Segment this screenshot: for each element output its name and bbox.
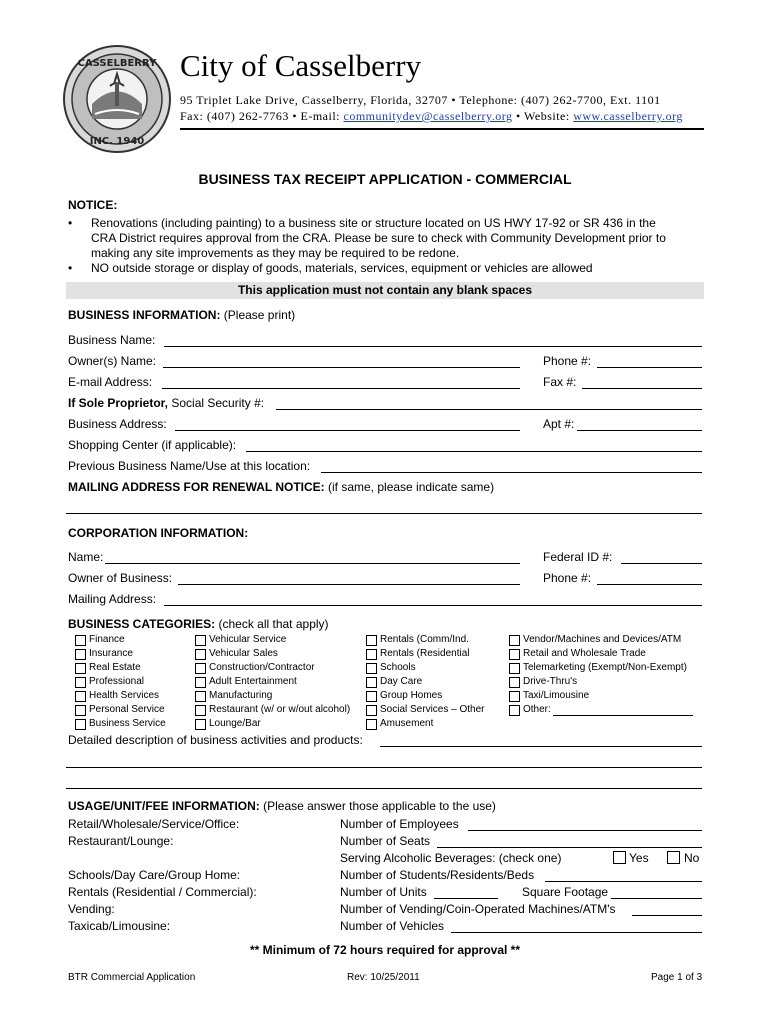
- category-label: Construction/Contractor: [209, 662, 315, 673]
- category-label: Amusement: [380, 718, 434, 729]
- corp-mailing-field[interactable]: [164, 605, 702, 606]
- category-label: Vehicular Sales: [209, 648, 278, 659]
- category-checkbox[interactable]: [195, 649, 206, 660]
- usage-left-taxicab: Taxicab/Limousine:: [68, 919, 171, 933]
- units-label: Number of Units: [340, 885, 427, 899]
- corp-owner-field[interactable]: [178, 584, 520, 585]
- alcohol-yes-checkbox[interactable]: [613, 851, 626, 864]
- students-label: Number of Students/Residents/Beds: [340, 868, 535, 882]
- category-label: Finance: [89, 634, 125, 645]
- category-label: Restaurant (w/ or w/out alcohol): [209, 704, 351, 715]
- category-label: Professional: [89, 676, 145, 687]
- alcohol-yes-label: Yes: [629, 851, 649, 865]
- category-label: Rentals (Comm/Ind.: [380, 634, 469, 645]
- corp-name-field[interactable]: [105, 563, 520, 564]
- detailed-description-label: Detailed description of business activities and products:: [68, 733, 363, 747]
- category-label: Health Services: [89, 690, 160, 701]
- usage-left-restaurant: Restaurant/Lounge:: [68, 834, 174, 848]
- category-label: Personal Service: [89, 704, 165, 715]
- business-address-label: Business Address:: [68, 417, 167, 431]
- shopping-center-field[interactable]: [246, 451, 702, 452]
- business-address-field[interactable]: [175, 430, 520, 431]
- federal-id-field[interactable]: [621, 563, 702, 564]
- svg-text:CASSELBERRY: CASSELBERRY: [77, 58, 157, 69]
- usage-left-vending: Vending:: [68, 902, 115, 916]
- mailing-address-field[interactable]: [66, 513, 702, 514]
- category-checkbox[interactable]: [75, 649, 86, 660]
- category-checkbox[interactable]: [509, 663, 520, 674]
- category-label: Real Estate: [89, 662, 141, 673]
- category-label: Business Service: [89, 718, 166, 729]
- email-field[interactable]: [162, 388, 520, 389]
- category-checkbox[interactable]: [195, 677, 206, 688]
- alcohol-no-label: No: [684, 851, 700, 865]
- category-label: Insurance: [89, 648, 133, 659]
- usage-left-retail: Retail/Wholesale/Service/Office:: [68, 817, 240, 831]
- owners-name-field[interactable]: [163, 367, 520, 368]
- category-checkbox[interactable]: [195, 719, 206, 730]
- address-line: 95 Triplet Lake Drive, Casselberry, Florida, 32707 • Telephone: (407) 262-7700, Ext. 1101: [180, 93, 661, 107]
- website-link[interactable]: www.casselberry.org: [573, 109, 683, 123]
- category-checkbox[interactable]: [509, 691, 520, 702]
- category-checkbox[interactable]: [75, 677, 86, 688]
- email-link[interactable]: communitydev@casselberry.org: [343, 109, 513, 123]
- category-label: Taxi/Limousine: [523, 690, 590, 701]
- fax-label: Fax #:: [543, 375, 577, 389]
- corp-mailing-label: Mailing Address:: [68, 592, 157, 606]
- category-checkbox[interactable]: [75, 691, 86, 702]
- category-checkbox[interactable]: [75, 635, 86, 646]
- usage-left-schools: Schools/Day Care/Group Home:: [68, 868, 241, 882]
- category-checkbox[interactable]: [366, 691, 377, 702]
- owners-name-label: Owner(s) Name:: [68, 354, 157, 368]
- apt-field[interactable]: [577, 430, 702, 431]
- category-label: Rentals (Residential: [380, 648, 470, 659]
- business-info-heading: BUSINESS INFORMATION: (Please print): [68, 308, 296, 322]
- corp-phone-label: Phone #:: [543, 571, 592, 585]
- header-rule: [180, 128, 704, 130]
- ssn-field[interactable]: [276, 409, 702, 410]
- notice-bullet-1: •: [68, 216, 73, 230]
- footer-right: Page 1 of 3: [651, 972, 703, 983]
- contact-line: [180, 109, 683, 124]
- minimum-note: ** Minimum of 72 hours required for approval **: [249, 943, 521, 957]
- category-checkbox[interactable]: [509, 649, 520, 660]
- units-field[interactable]: [434, 898, 498, 899]
- category-checkbox[interactable]: [195, 635, 206, 646]
- students-field[interactable]: [545, 881, 702, 882]
- category-label: Social Services – Other: [380, 704, 485, 715]
- category-checkbox[interactable]: [195, 691, 206, 702]
- vending-label: Number of Vending/Coin-Operated Machines/ATM's: [340, 902, 616, 916]
- category-label: Retail and Wholesale Trade: [523, 648, 646, 659]
- detailed-description-field-1[interactable]: [380, 746, 702, 747]
- category-label: Other:: [523, 704, 551, 715]
- vehicles-field[interactable]: [451, 932, 702, 933]
- category-checkbox[interactable]: [75, 705, 86, 716]
- seats-label: Number of Seats: [340, 834, 431, 848]
- notice-item-2: NO outside storage or display of goods, materials, services, equipment or vehicles are allowed: [91, 261, 593, 275]
- sqft-label: Square Footage: [522, 885, 609, 899]
- previous-name-field[interactable]: [321, 472, 702, 473]
- city-seal: [62, 44, 172, 154]
- category-checkbox[interactable]: [366, 677, 377, 688]
- phone-field[interactable]: [597, 367, 702, 368]
- category-checkbox[interactable]: [509, 677, 520, 688]
- notice-item-1-line-3: making any site improvements as they may be required to be redone.: [91, 246, 460, 260]
- categories-heading: BUSINESS CATEGORIES: (check all that apply): [68, 617, 329, 631]
- category-checkbox[interactable]: [366, 705, 377, 716]
- sole-proprietor-label: If Sole Proprietor, Social Security #:: [68, 396, 265, 410]
- category-checkbox[interactable]: [195, 705, 206, 716]
- category-label: Group Homes: [380, 690, 443, 701]
- category-checkbox[interactable]: [366, 719, 377, 730]
- notice-bullet-2: •: [68, 261, 73, 275]
- corp-name-label: Name:: [68, 550, 104, 564]
- vending-field[interactable]: [632, 915, 702, 916]
- category-label: Vendor/Machines and Devices/ATM: [523, 634, 682, 645]
- notice-heading: NOTICE:: [68, 198, 118, 212]
- category-checkbox[interactable]: [195, 663, 206, 674]
- email-label: E-mail Address:: [68, 375, 153, 389]
- svg-text:INC. 1940: INC. 1940: [89, 136, 145, 147]
- fax-prefix: Fax: (407) 262-7763 • E-mail:: [180, 109, 344, 123]
- category-label: Manufacturing: [209, 690, 273, 701]
- seats-field[interactable]: [437, 847, 702, 848]
- business-name-label: Business Name:: [68, 333, 156, 347]
- category-label: Drive-Thru's: [523, 676, 578, 687]
- employees-field[interactable]: [468, 830, 702, 831]
- website-prefix: • Website:: [512, 109, 574, 123]
- employees-label: Number of Employees: [340, 817, 459, 831]
- category-checkbox[interactable]: [509, 705, 520, 716]
- footer-center: Rev: 10/25/2011: [347, 972, 420, 983]
- category-checkbox[interactable]: [509, 635, 520, 646]
- vehicles-label: Number of Vehicles: [340, 919, 445, 933]
- corporation-heading: CORPORATION INFORMATION:: [68, 526, 249, 540]
- usage-left-rentals: Rentals (Residential / Commercial):: [68, 885, 257, 899]
- detailed-description-field-3[interactable]: [66, 788, 702, 789]
- sqft-field[interactable]: [611, 898, 702, 899]
- category-checkbox[interactable]: [366, 635, 377, 646]
- notice-item-1-line-2: CRA District requires approval from the CRA. Please be sure to check with Community Development prior to: [91, 231, 666, 245]
- usage-heading: USAGE/UNIT/FEE INFORMATION: (Please answer those applicable to the use): [68, 799, 496, 813]
- mailing-address-label: MAILING ADDRESS FOR RENEWAL NOTICE: (if same, please indicate same): [68, 480, 495, 494]
- apt-label: Apt #:: [543, 417, 575, 431]
- category-checkbox[interactable]: [366, 649, 377, 660]
- city-name: City of Casselberry: [180, 48, 422, 83]
- alcohol-label: Serving Alcoholic Beverages: (check one): [340, 851, 562, 865]
- footer-left: BTR Commercial Application: [68, 972, 196, 983]
- notice-item-1-line-1: Renovations (including painting) to a business site or structure located on US HWY 17-92 or SR 436 in the: [91, 216, 656, 230]
- phone-label: Phone #:: [543, 354, 592, 368]
- federal-id-label: Federal ID #:: [543, 550, 613, 564]
- category-label: Schools: [380, 662, 416, 673]
- previous-name-label: Previous Business Name/Use at this location:: [68, 459, 311, 473]
- category-checkbox[interactable]: [366, 663, 377, 674]
- no-blank-banner: This application must not contain any blank spaces: [66, 282, 704, 299]
- form-title: BUSINESS TAX RECEIPT APPLICATION - COMMERCIAL: [198, 171, 572, 187]
- business-name-field[interactable]: [164, 346, 702, 347]
- category-label: Lounge/Bar: [209, 718, 261, 729]
- corp-phone-field[interactable]: [597, 584, 702, 585]
- category-label: Telemarketing (Exempt/Non-Exempt): [523, 662, 687, 673]
- corp-owner-label: Owner of Business:: [68, 571, 173, 585]
- category-checkbox[interactable]: [75, 663, 86, 674]
- fax-field[interactable]: [582, 388, 702, 389]
- category-label: Adult Entertainment: [209, 676, 297, 687]
- shopping-center-label: Shopping Center (if applicable):: [68, 438, 237, 452]
- other-category-field[interactable]: [553, 715, 693, 716]
- category-checkbox[interactable]: [75, 719, 86, 730]
- category-label: Vehicular Service: [209, 634, 287, 645]
- alcohol-no-checkbox[interactable]: [667, 851, 680, 864]
- category-label: Day Care: [380, 676, 423, 687]
- detailed-description-field-2[interactable]: [66, 767, 702, 768]
